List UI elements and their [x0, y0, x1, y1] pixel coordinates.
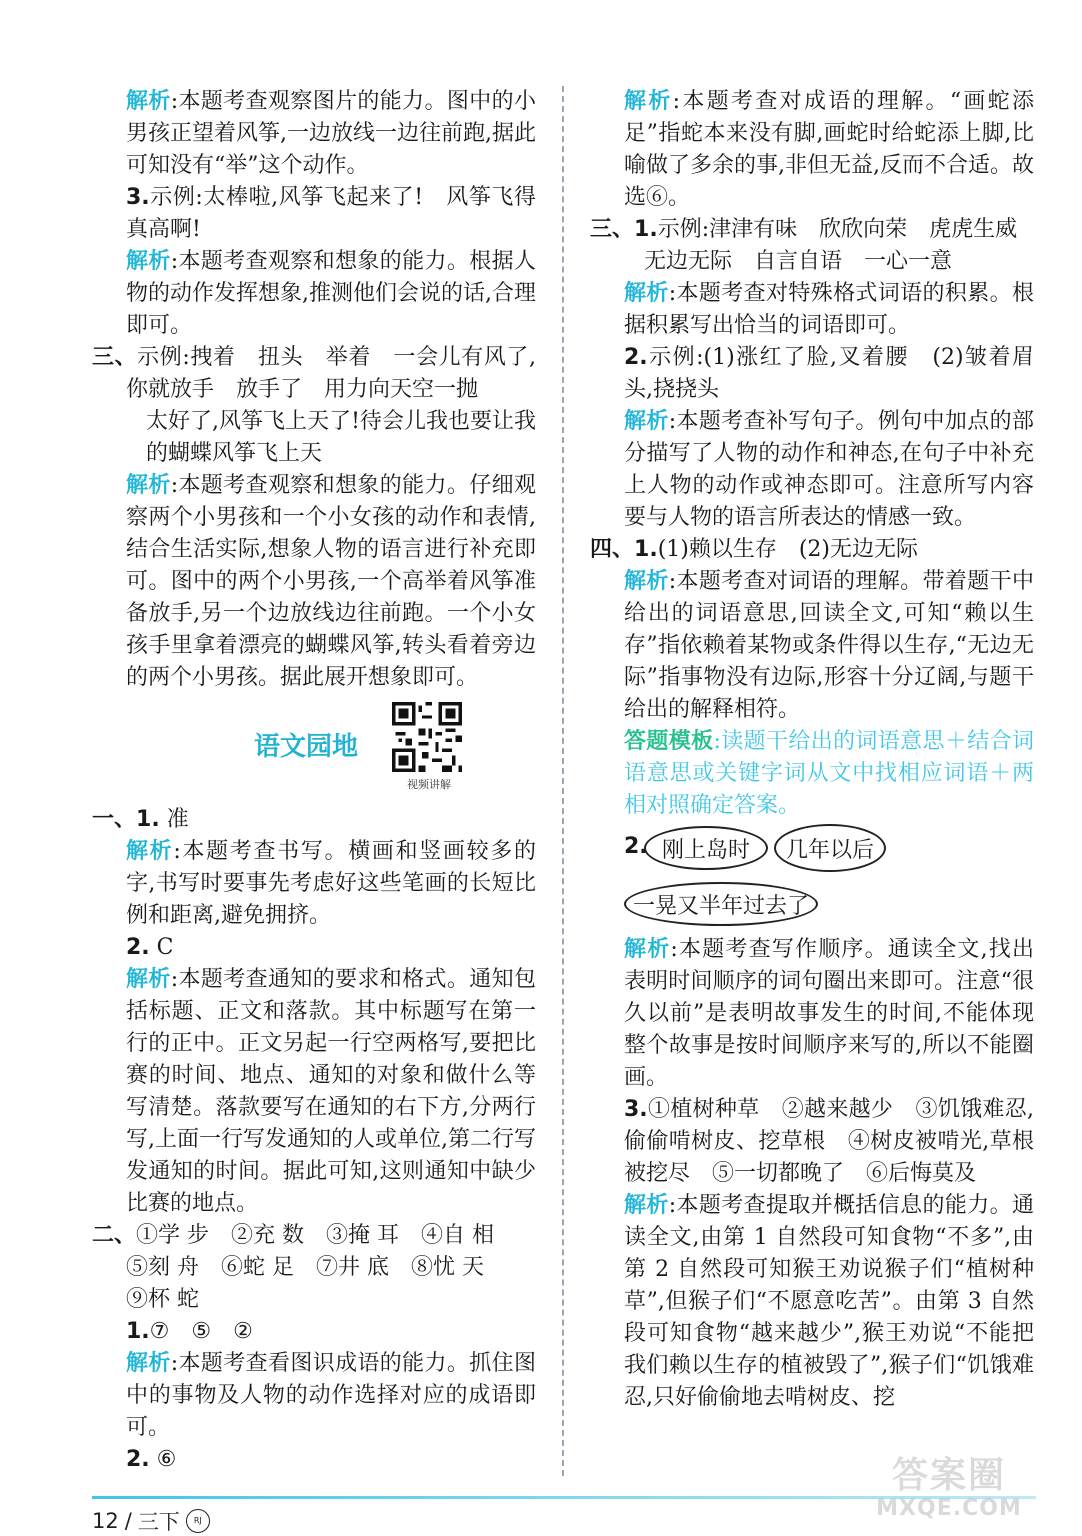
- section-2-row: ⑤刻 舟 ⑥蛇 足 ⑦井 底 ⑧忧 天: [126, 1255, 484, 1280]
- watermark-logo: 答案圈: [891, 1455, 1006, 1496]
- footer-separator: /: [124, 1509, 132, 1533]
- qr-caption: 视频讲解: [407, 778, 451, 791]
- section-3-q1: 三、1.示例:津津有味 欣欣向荣 虎虎生威: [590, 217, 1018, 242]
- section-4-q3: 3.①植树种草 ②越来越少 ③饥饿难忍,偷偷啃树皮、挖草根 ④树皮被啃光,草根被挖尽 ⑤一切都晚了 ⑥后悔莫及: [624, 1097, 1034, 1186]
- edition-badge-icon: RJ: [186, 1509, 210, 1533]
- section-2-row: 二、①学 步 ②充 数 ③掩 耳 ④自 相: [92, 1223, 494, 1248]
- section-header: [92, 702, 536, 798]
- page-number: 12: [92, 1509, 119, 1533]
- section-4-q1: 四、1.(1)赖以生存 (2)无边无际: [590, 537, 919, 562]
- watermark: [854, 1456, 1044, 1532]
- section-1-q1: 一、1. 准: [92, 807, 189, 832]
- analysis-paragraph: 解析:本题考查书写。横画和竖画较多的字,书写时要事先考虑好这些笔画的长短比例和距离,避免拥挤。: [126, 839, 536, 928]
- section-3-answer: 三、示例:拽着 扭头 举着 一会儿有风了,你就放手 放手了 用力向天空一抛: [92, 345, 536, 402]
- analysis-paragraph: 解析:本题考查看图识成语的能力。抓住图中的事物及人物的动作选择对应的成语即可。: [126, 1351, 536, 1440]
- section-4-q2: 2. 刚上岛时 几年以后 一晃又半年过去了: [590, 822, 1034, 934]
- grade-label: 三下: [137, 1510, 180, 1534]
- section-2-row: ⑨杯 蛇: [126, 1287, 199, 1312]
- section-1-q2: 2. C: [126, 935, 174, 960]
- answer-oval: 一晃又半年过去了: [624, 882, 818, 926]
- watermark-url: MXQE.COM: [876, 1496, 1022, 1521]
- answer-template: 答题模板:读题干给出的词语意思＋结合词语意思或关键字词从文中找相应词语＋两相对照确定答案。: [624, 729, 1034, 818]
- column-divider: [562, 86, 564, 1476]
- right-column: [590, 86, 1034, 1414]
- answer-oval: 几年以后: [774, 824, 886, 872]
- analysis-paragraph: 解析:本题考查观察图片的能力。图中的小男孩正望着风筝,一边放线一边往前跑,据此可知没有“举”这个动作。: [126, 89, 536, 178]
- qr-code-icon[interactable]: [392, 702, 462, 772]
- section-2-q1: 1.⑦ ⑤ ②: [126, 1319, 253, 1344]
- analysis-paragraph: 解析:本题考查对词语的理解。带着题干中给出的词语意思,回读全文,可知“赖以生存”指依赖着某物或条件得以生存,“无边无际”指事物没有边际,形容十分辽阔,与题干给出的解释相符。: [624, 569, 1034, 722]
- section-3-q2: 2.示例:(1)涨红了脸,叉着腰 (2)皱着眉头,挠挠头: [624, 345, 1034, 402]
- analysis-paragraph: 解析:本题考查对成语的理解。“画蛇添足”指蛇本来没有脚,画蛇时给蛇添上脚,比喻做了多余的事,非但无益,反而不合适。故选⑥。: [624, 89, 1034, 210]
- page-footer: [92, 1506, 210, 1536]
- analysis-paragraph: 解析:本题考查观察和想象的能力。根据人物的动作发挥想象,推测他们会说的话,合理即可。: [126, 249, 536, 338]
- answer-oval: 刚上岛时: [644, 826, 768, 870]
- analysis-paragraph: 解析:本题考查提取并概括信息的能力。通读全文,由第 1 自然段可知食物“不多”,由第 2 自然段可知猴王劝说猴子们“植树种草”,但猴子们“不愿意吃苦”。由第 3 自然段可知食物“越来越少”,猴王劝说“不能把我们赖以生存的植被毁了”,猴子们“饥饿难忍,只好偷偷地去啃树皮、挖: [624, 1193, 1034, 1410]
- question-3: 3.示例:太棒啦,风筝飞起来了! 风筝飞得真高啊!: [126, 185, 536, 242]
- section-2-q2: 2. ⑥: [126, 1447, 177, 1472]
- section-title: 语文园地: [254, 732, 359, 762]
- section-3-answer-cont: 太好了,风筝飞上天了!待会儿我也要让我的蝴蝶风筝飞上天: [146, 409, 536, 466]
- analysis-paragraph: 解析:本题考查观察和想象的能力。仔细观察两个小男孩和一个小女孩的动作和表情,结合生活实际,想象人物的语言进行补充即可。图中的两个小男孩,一个高举着风筝准备放手,另一个边放线边往前跑。一个小女孩手里拿着漂亮的蝴蝶风筝,转头看着旁边的两个小男孩。据此展开想象即可。: [126, 473, 536, 690]
- analysis-paragraph: 解析:本题考查对特殊格式词语的积累。根据积累写出恰当的词语即可。: [624, 281, 1034, 338]
- analysis-paragraph: 解析:本题考查补写句子。例句中加点的部分描写了人物的动作和神态,在句子中补充上人物的动作或神态即可。注意所写内容要与人物的语言所表达的情感一致。: [624, 409, 1034, 530]
- left-column: [92, 86, 536, 1476]
- analysis-paragraph: 解析:本题考查写作顺序。通读全文,找出表明时间顺序的词句圈出来即可。注意“很久以前”是表明故事发生的时间,不能体现整个故事是按时间顺序来写的,所以不能圈画。: [624, 937, 1034, 1090]
- analysis-paragraph: 解析:本题考查通知的要求和格式。通知包括标题、正文和落款。其中标题写在第一行的正中。正文另起一行空两格写,要把比赛的时间、地点、通知的对象和做什么等写清楚。落款要写在通知的右下方,分两行写,上面一行写发通知的人或单位,第二行写发通知的时间。据此可知,这则通知中缺少比赛的地点。: [126, 967, 536, 1216]
- section-3-q1-cont: 无边无际 自言自语 一心一意: [644, 249, 953, 274]
